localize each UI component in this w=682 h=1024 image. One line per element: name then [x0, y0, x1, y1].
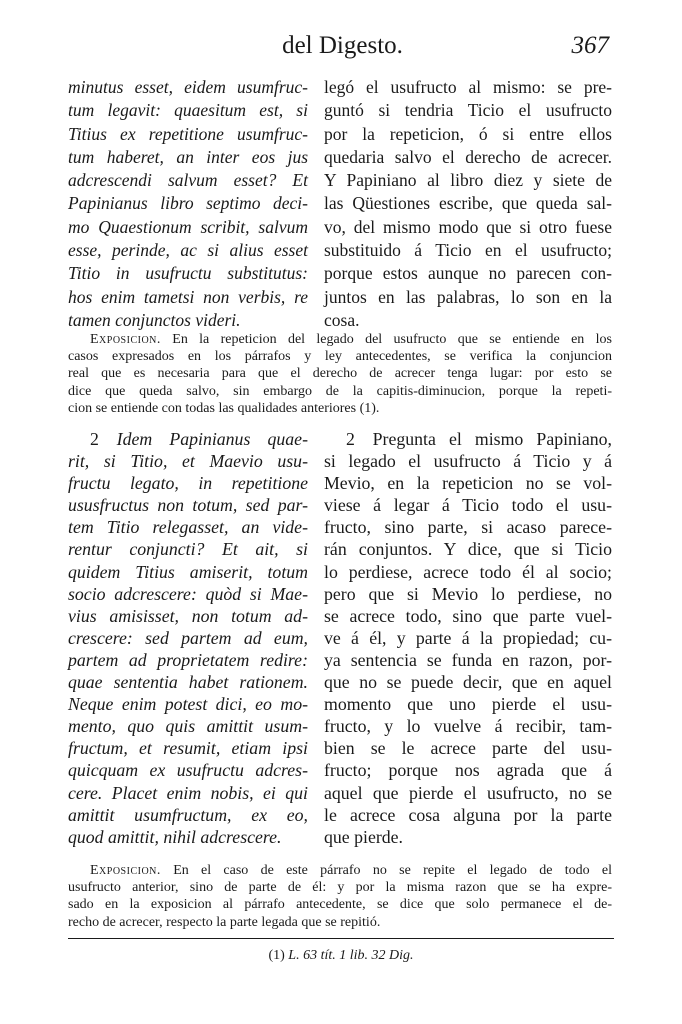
exposicion-line: recho de acrecer, respecto la parte legada que se repitió. [68, 914, 381, 930]
exposicion-line: usufructo anterior, sino de parte de él: y por la misma razon que se ha expre- [68, 880, 612, 896]
text-line: 2 Pregunta el mismo Papiniano, [346, 429, 612, 449]
text-line: fructum, et resumit, etiam ipsi [68, 738, 308, 759]
text-line: cosa. [324, 309, 360, 330]
text-line: esse, perinde, ac si alius esset [68, 240, 308, 261]
text-line: ususfructus non totum, sed par- [68, 495, 308, 516]
text-line: por la repeticion, ó si entre ellos [324, 123, 612, 144]
text-line: tamen conjunctos videri. [68, 309, 241, 330]
text-line: partem ad proprietatem redire: [68, 649, 308, 670]
text-line: viese á legar á Ticio todo el usu- [324, 495, 612, 516]
footnote [0, 948, 682, 964]
text-line: fructu legato, in repetitione [68, 473, 308, 494]
exposicion-line: sado en la exposicion al párrafo antecedente, se dice que solo permanece el de- [68, 897, 612, 913]
text-line: adcrescendi salvum esset? Et [68, 170, 308, 191]
exposicion-line: real que es necesaria para que el derecho de acrecer tenga lugar: por esto se [68, 366, 612, 382]
exposicion-label: Exposicion. [90, 332, 161, 347]
text-line: ve á él, y parte á la propiedad; cu- [324, 627, 612, 648]
text-line: mo Quaestionum scribit, salvum [68, 216, 308, 237]
exposicion-line: Exposicion. En el caso de este párrafo no se repite el legado de todo el [90, 863, 613, 878]
text-line: se acrece todo, sino que parte vuel- [324, 605, 612, 626]
text-line: que no se puede decir, que en aquel [324, 672, 612, 693]
text-line: substituido á Ticio en el usufructo; [324, 240, 612, 261]
exposicion-line: dice que queda salvo, sin embargo de la capitis-diminucion, porque la repeti- [68, 383, 612, 399]
text-line: mento, quo quis amittit usum- [68, 716, 308, 737]
text-line: que pierde. [324, 826, 403, 847]
text-line: si legado el usufructo á Ticio y á [324, 451, 612, 472]
text-line: quedaria salvo el derecho de acrecer. [324, 146, 612, 167]
text-line: Titio in usufructu substitutus: [68, 263, 308, 284]
text-line: Mevio, en la repeticion no se vol- [324, 473, 612, 494]
text-line: tem Titio relegasset, an vide- [68, 517, 308, 538]
text-line: tum haberet, an inter eos jus [68, 146, 308, 167]
text-line: quod amittit, nihil adcrescere. [68, 826, 282, 847]
latin-column-1 [68, 76, 308, 332]
text-line: hos enim tametsi non verbis, re [68, 286, 308, 307]
text-line: tum legavit: quaesitum est, si [68, 100, 308, 121]
text-line: Neque enim potest dici, eo mo- [68, 694, 308, 715]
exposicion-2 [68, 862, 612, 931]
text-line: 2 Idem Papinianus quae- [90, 429, 308, 449]
running-title: del Digesto. [282, 32, 403, 59]
text-line: crescere: sed partem ad eum, [68, 627, 308, 648]
exposicion-label: Exposicion. [90, 863, 161, 878]
text-line: Y Papiniano al libro diez y siete de [324, 170, 612, 191]
exposicion-line: casos expresados en los párrafos y ley antecedentes, se verifica la conjuncion [68, 349, 612, 365]
text-line: lo perdiese, acrece todo él al socio; [324, 561, 612, 582]
footnote-text: L. 63 tít. 1 lib. 32 Dig. [288, 948, 414, 963]
spanish-column-2 [324, 428, 612, 848]
exposicion-1 [68, 331, 612, 417]
text-line: socio adcrescere: quòd si Mae- [68, 583, 308, 604]
text-line: aquel que pierde el usufructo, no se [324, 782, 612, 803]
page-header [70, 28, 615, 68]
text-line: quae sententia habet rationem. [68, 672, 308, 693]
spanish-column-1 [324, 76, 612, 332]
text-line: cere. Placet enim nobis, ei qui [68, 782, 308, 803]
text-line: rentur conjuncti? Et ait, si [68, 539, 308, 560]
text-line: pero que si Mevio lo perdiese, no [324, 583, 612, 604]
text-line: las Qüestiones escribe, que queda sal- [324, 193, 612, 214]
text-line: guntó si tendria Ticio el usufructo [324, 100, 612, 121]
latin-column-2 [68, 428, 308, 848]
text-line: fructo, y lo vuelve á recibir, tam- [324, 716, 612, 737]
text-line: vo, del mismo modo que si otro fuese [324, 216, 612, 237]
text-line: fructo, sino parte, si acaso parece- [324, 517, 612, 538]
text-line: juntos en las palabras, lo son en la [324, 286, 612, 307]
text-line: momento que uno pierde el usu- [324, 694, 612, 715]
text-line: rit, si Titio, et Maevio usu- [68, 451, 308, 472]
page-number: 367 [571, 32, 609, 59]
text-line: Papinianus libro septimo deci- [68, 193, 308, 214]
text-line: Titius ex repetitione usumfruc- [68, 123, 308, 144]
text-line: bien se le acrece parte del usu- [324, 738, 612, 759]
footnote-mark: (1) [268, 948, 285, 963]
text-line: legó el usufructo al mismo: se pre- [324, 77, 612, 97]
footnote-rule [68, 938, 614, 939]
text-line: quidem Titius amiserit, totum [68, 561, 308, 582]
text-line: vius amisisset, non totum ad- [68, 605, 308, 626]
text-line: porque estos aunque no parecen con- [324, 263, 612, 284]
text-line: rán conjuntos. Y dice, que si Ticio [324, 539, 612, 560]
text-line: amittit usumfructum, ex eo, [68, 804, 308, 825]
paragraph-number: 2 [346, 429, 355, 449]
text-line: minutus esset, eidem usumfruc- [68, 77, 308, 97]
text-line: le acrece cosa alguna por la parte [324, 804, 612, 825]
paragraph-number: 2 [90, 429, 99, 449]
exposicion-line: cion se entiende con todas las qualidades anteriores (1). [68, 400, 380, 416]
text-line: quicquam ex usufructu adcres- [68, 760, 308, 781]
text-line: ya sentencia se funda en razon, por- [324, 649, 612, 670]
exposicion-line: Exposicion. En la repeticion del legado del usufructo que se entiende en los [90, 332, 612, 347]
text-line: fructo; porque nos agrada que á [324, 760, 612, 781]
